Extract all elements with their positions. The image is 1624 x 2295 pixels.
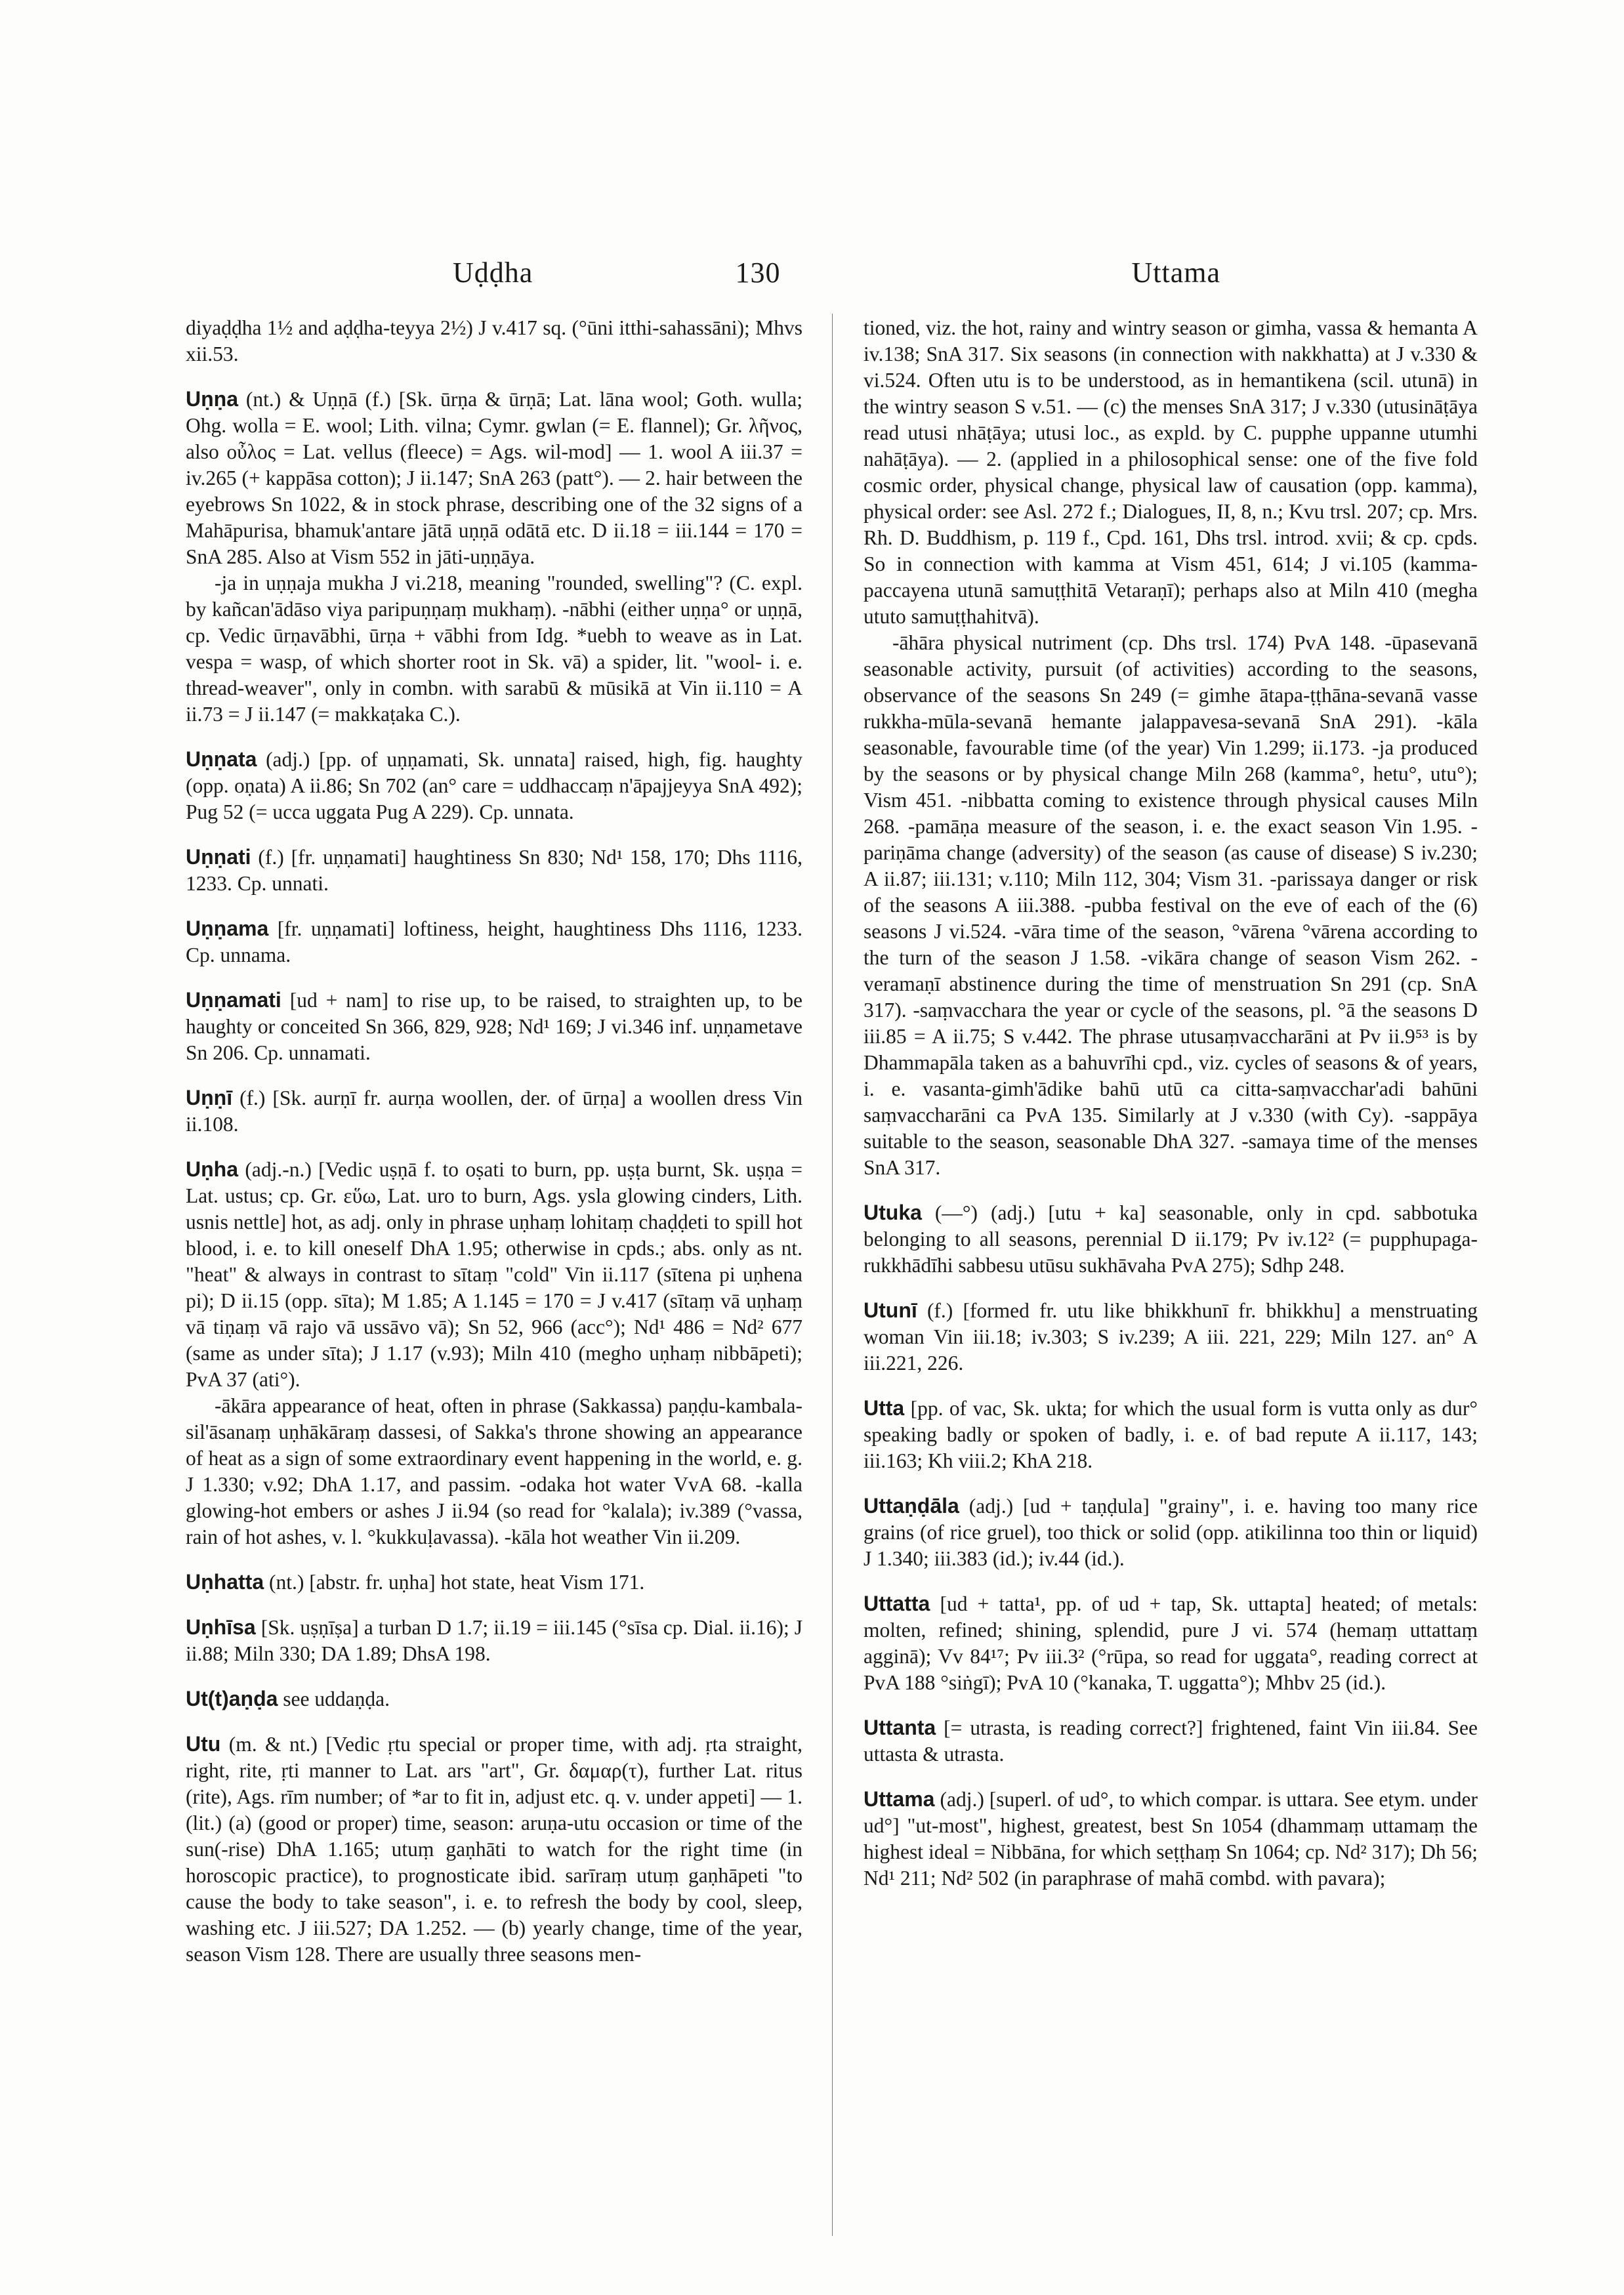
entry-text: (nt.) [abstr. fr. uṇha] hot state, heat Vism 171. [268,1571,645,1594]
entry-text: (adj.) [pp. of uṇṇamati, Sk. unnata] raised, high, fig. haughty (opp. oṇata) A ii.86; Sn 702 (an° care = uddhaccaṃ n'āpajjeyya SnA 492); Pug 52 (= ucca uggata Pug A 229). Cp. unnata. [186,748,802,823]
dictionary-entry [186,1614,802,1667]
dictionary-entry [186,1685,802,1712]
entry-body [864,1714,1478,1768]
entry-text: (adj.) [ud + taṇḍula] "grainy", i. e. having too many rice grains (of rice gruel), too thick or solid (opp. atikilinna too thin or liquid) J 1.340; iii.383 (id.); iv.44 (id.). [864,1495,1478,1570]
page-number: 130 [735,257,781,289]
entry-body [186,1685,802,1712]
entry-body [186,915,802,968]
entry-body [186,1731,802,1968]
dictionary-entry [186,915,802,968]
dictionary-entry [864,1395,1478,1474]
dictionary-entry [186,746,802,825]
entry-text: (adj.) [superl. of ud°, to which compar. is uttara. See etym. under ud°] "ut-most", highest, greatest, best Sn 1054 (dhammaṃ uttamaṃ the highest ideal = Nibbāna, for which seṭṭhaṃ Sn 1064; cp. Nd² 317); Dh 56; Nd¹ 211; Nd² 502 (in paraphrase of mahā combd. with pavara); [864,1788,1478,1890]
entry-headword: Uṇṇa [186,387,238,411]
dictionary-entry [186,987,802,1066]
entry-headword: Utu [186,1732,221,1756]
entry-headword: Uttama [864,1787,935,1811]
entry-body [864,1395,1478,1474]
dictionary-entry [864,1493,1478,1572]
entry-body [864,1786,1478,1892]
entry-headword: Uṇhīsa [186,1615,256,1639]
entry-body [864,1199,1478,1279]
entry-compounds: -ja in uṇṇaja mukha J vi.218, meaning "rounded, swelling"? (C. expl. by kañcan'ādāso viya paripuṇṇaṃ mukhaṃ). -nābhi (either uṇṇa° or uṇṇā, cp. Vedic ūrṇavābhi, ūrṇa + vābhi from Idg. *uebh to weave as in Lat. vespa = wasp, of which shorter root in Sk. vā) a spider, lit. "wool- i. e. thread-weaver", only in combn. with sarabū & mūsikā at Vin ii.110 = A ii.73 = J ii.147 (= makkaṭaka C.). [186,571,802,726]
entry-headword: Uttatta [864,1592,930,1615]
entry-body [864,315,1478,630]
dictionary-entry [186,1156,802,1550]
entry-compounds: -āhāra physical nutriment (cp. Dhs trsl. 174) PvA 148. -ūpasevanā seasonable activity, pursuit (of activities) according to the seasons, observance of the seasons Sn 249 (= gimhe ātapa-ṭṭhāna-sevanā vasse rukkha-mūla-sevanā hemante jalappavesa-sevanā SnA 291). -kāla seasonable, favourable time (of the year) Vin 1.299; ii.173. -ja produced by the seasons or by physical change Miln 268 (kamma°, hetu°, utu°); Vism 451. -nibbatta coming to existence through physical causes Miln 268. -pamāṇa measure of the season, i. e. the exact season Vin 1.95. -pariṇāma change (adversity) of the season (as cause of disease) S iv.230; A ii.87; iii.131; v.110; Miln 112, 304; Vism 31. -parissaya danger or risk of the seasons A iii.388. -pubba festival on the eve of each of the (6) seasons J vi.524. -vāra time of the season, °vārena °vārena according to the turn of the season J 1.58. -vikāra change of season Vism 262. -veramaṇī abstinence during the time of menstruation Sn 291 (cp. SnA 317). -saṃvacchara the year or cycle of the seasons, pl. °ā the seasons D iii.85 = A ii.75; S v.442. The phrase utusaṃvaccharāni at Pv ii.9⁵³ is by Dhammapāla taken as a bahuvrīhi cpd., viz. cycles of seasons & of years, i. e. vasanta-gimh'ādike bahū utū ca citta-saṃvacchar'adi bahūni saṃvaccharāni ca PvA 135. Similarly at J v.330 (with Cy). -sappāya suitable to the season, seasonable DhA 327. -samaya time of the menses SnA 317. [864,631,1478,1179]
entry-headword: Utuka [864,1201,922,1224]
dictionary-entry [864,1590,1478,1696]
dictionary-entry [186,1731,802,1968]
entry-text: (m. & nt.) [Vedic ṛtu special or proper time, with adj. ṛta straight, right, rite, ṛti manner to Lat. ars "art", Gr. δαμαρ(τ), further Lat. ritus (rite), Ags. rīm number; of *ar to fit in, adjust etc. q. v. under appeti] — 1. (lit.) (a) (good or proper) time, season: aruṇa-utu occasion or time of the sun(-rise) DhA 1.165; utuṃ gaṇhāti to watch for the right time (in horoscopic practice), to prognosticate ibid. sarīraṃ utuṃ gaṇhāpeti "to cause the body to take season", i. e. to refresh the body by cool, sleep, washing etc. J iii.527; DA 1.252. — (b) yearly change, time of the year, season Vism 128. There are usually three seasons men- [186,1733,803,1966]
entry-compounds: -ākāra appearance of heat, often in phrase (Sakkassa) paṇḍu-kambala-sil'āsanaṃ uṇhākāraṃ dassesi, of Sakka's throne showing an appearance of heat as a sign of some extraordinary event happening in the world, e. g. J 1.330; v.92; DhA 1.17, and passim. -odaka hot water VvA 68. -kalla glowing-hot embers or ashes J ii.94 (so read for °kalala); iv.389 (°vassa, rain of hot ashes, v. l. °kukkuḷavassa). -kāla hot weather Vin ii.209. [186,1394,802,1548]
entry-text: (f.) [fr. uṇṇamati] haughtiness Sn 830; Nd¹ 158, 170; Dhs 1116, 1233. Cp. unnati. [186,846,802,895]
entry-text: (f.) [formed fr. utu like bhikkhunī fr. bhikkhu] a menstruating woman Vin iii.18; iv.303; S iv.239; A iii. 221, 229; Miln 127. an° A iii.221, 226. [864,1299,1478,1375]
entry-body [186,315,802,367]
entry-body [186,1085,802,1138]
dictionary-entry [864,315,1478,1181]
entry-headword: Utta [864,1396,905,1420]
dictionary-entry [864,1786,1478,1892]
entry-body [186,746,802,825]
entry-body [186,987,802,1066]
entry-headword: Uttaṇḍāla [864,1494,959,1518]
entry-headword: Utunī [864,1298,917,1322]
entry-text: diyaḍḍha 1½ and aḍḍha-teyya 2½) J v.417 sq. (°ūni itthi-sahassāni); Mhvs xii.53. [186,316,802,365]
entry-text: see uddaṇḍa. [283,1687,390,1710]
entry-headword: Ut(t)aṇḍa [186,1687,278,1710]
entry-body [186,1156,802,1393]
entry-text: (f.) [Sk. aurṇī fr. aurṇa woollen, der. of ūrṇa] a woollen dress Vin ii.108. [186,1086,802,1136]
entry-headword: Uṇhatta [186,1570,264,1594]
dictionary-entry [864,1297,1478,1376]
dictionary-entry [186,1569,802,1596]
entry-text: [Sk. uṣṇīṣa] a turban D 1.7; ii.19 = iii.145 (°sīsa cp. Dial. ii.16); J ii.88; Miln 330; DA 1.89; DhsA 198. [186,1616,802,1665]
entry-body [186,844,802,897]
entry-text: [= utrasta, is reading correct?] frightened, faint Vin iii.84. See uttasta & utrasta. [864,1716,1478,1766]
entry-body [864,1297,1478,1376]
entry-body [186,1614,802,1667]
dictionary-entry [186,844,802,897]
entry-headword: Uṇṇamati [186,988,281,1012]
dictionary-entry [186,386,802,728]
dictionary-entry [864,1199,1478,1279]
entry-body [186,1569,802,1596]
entry-text: [ud + tatta¹, pp. of ud + tap, Sk. uttapta] heated; of metals: molten, refined; shining, splendid, pure J vi. 574 (hemaṃ uttattaṃ agginā); Vv 84¹⁷; Pv iii.3² (°rūpa, so read for uggata°, reading correct at PvA 188 °siṅgī); PvA 10 (°kanaka, T. uggatta°); Mhbv 25 (id.). [864,1592,1478,1694]
page-header [0,256,1624,295]
entry-body [864,1493,1478,1572]
entry-headword: Uṇṇī [186,1086,233,1109]
entry-text: [ud + nam] to rise up, to be raised, to straighten up, to be haughty or conceited Sn 366, 829, 928; Nd¹ 169; J vi.346 inf. uṇṇametave Sn 206. Cp. unnamati. [186,989,803,1064]
entry-headword: Uttanta [864,1716,936,1739]
entry-headword: Uṇṇata [186,747,257,771]
entry-text: tioned, viz. the hot, rainy and wintry season or gimha, vassa & hemanta A iv.138; SnA 317. Six seasons (in connection with nakkhatta) at J v.330 & vi.524. Often utu is to be understood, as in hemantikena (scil. utunā) in the wintry season S v.51. — (c) the menses SnA 317; J v.330 (utusināṭāya read utusi nhāṭāya; utusi loc., as expld. by C. pupphe uppanne utumhi nahāṭāya). — 2. (applied in a philosophical sense: one of the five fold cosmic order, physical change, physical law of causation (opp. kamma), physical order: see Asl. 272 f.; Dialogues, II, 8, n.; Kvu trsl. 207; cp. Mrs. Rh. D. Buddhism, p. 119 f., Cpd. 161, Dhs trsl. introd. xvii; & cp. cpds. So in connection with kamma at Vism 451, 614; J vi.105 (kamma-paccayena utunā samuṭṭhitā Vetaraṇī); perhaps also at Miln 410 (megha ututo samuṭṭhahitvā). [864,316,1478,628]
header-right-guideword: Uttama [1131,257,1220,289]
entry-text: [fr. uṇṇamati] loftiness, height, haughtiness Dhs 1116, 1233. Cp. unnama. [186,917,802,966]
entry-headword: Uṇha [186,1157,238,1181]
entry-text: (nt.) & Uṇṇā (f.) [Sk. ūrṇa & ūrṇā; Lat. lāna wool; Goth. wulla; Ohg. wolla = E. wool; Lith. vilna; Cymr. gwlan (= E. flannel); Gr. λῆνος, also οὖλος = Lat. vellus (fleece) = Ags. wil-mod] — 1. wool A iii.37 = iv.265 (+ kappāsa cotton); J ii.147; SnA 263 (patt°). — 2. hair between the eyebrows Sn 1022, & in stock phrase, describing one of the 32 signs of a Mahāpurisa, bhamuk'antare jātā uṇṇā odātā etc. D ii.18 = iii.144 = 170 = SnA 285. Also at Vism 552 in jāti-uṇṇāya. [186,388,803,568]
entry-body [186,386,802,570]
entry-text: [pp. of vac, Sk. ukta; for which the usual form is vutta only as dur° speaking badly or spoken of badly, i. e. of bad repute A ii.117, 143; iii.163; Kh viii.2; KhA 218. [864,1397,1478,1472]
left-column [186,315,802,1986]
dictionary-entry [186,315,802,367]
column-divider [832,314,833,2236]
entry-headword: Uṇṇama [186,917,269,940]
header-left-guideword: Uḍḍha [453,257,533,289]
right-column [864,315,1478,1910]
entry-headword: Uṇṇati [186,845,251,869]
entry-text: (adj.-n.) [Vedic uṣṇā f. to oṣati to burn, pp. uṣṭa burnt, Sk. uṣṇa = Lat. ustus; cp. Gr. εὕω, Lat. uro to burn, Ags. ysla glowing cinders, Lith. usnis nettle] hot, as adj. only in phrase uṇhaṃ lohitaṃ chaḍḍeti to spill hot blood, i. e. to kill oneself DhA 1.95; otherwise in cpds.; abs. only as nt. "heat" & always in contrast to sītaṃ "cold" Vin ii.117 (sītena pi uṇhena pi); D ii.15 (opp. sīta); M 1.85; A 1.145 = 170 = J v.417 (sītaṃ vā uṇhaṃ vā tiṇaṃ vā rajo vā ussāvo vā); Sn 52, 966 (acc°); Nd¹ 486 = Nd² 677 (same as under sīta); J 1.17 (v.93); Miln 410 (megho uṇhaṃ nibbāpeti); PvA 37 (ati°). [186,1158,802,1391]
dictionary-entry [186,1085,802,1138]
entry-body [864,1590,1478,1696]
entry-text: (—°) (adj.) [utu + ka] seasonable, only in cpd. sabbotuka belonging to all seasons, perennial D ii.179; Pv iv.12² (= pupphupaga-rukkhādīhi sabbesu utūsu sukhāvaha PvA 275); Sdhp 248. [864,1201,1478,1277]
dictionary-entry [864,1714,1478,1768]
